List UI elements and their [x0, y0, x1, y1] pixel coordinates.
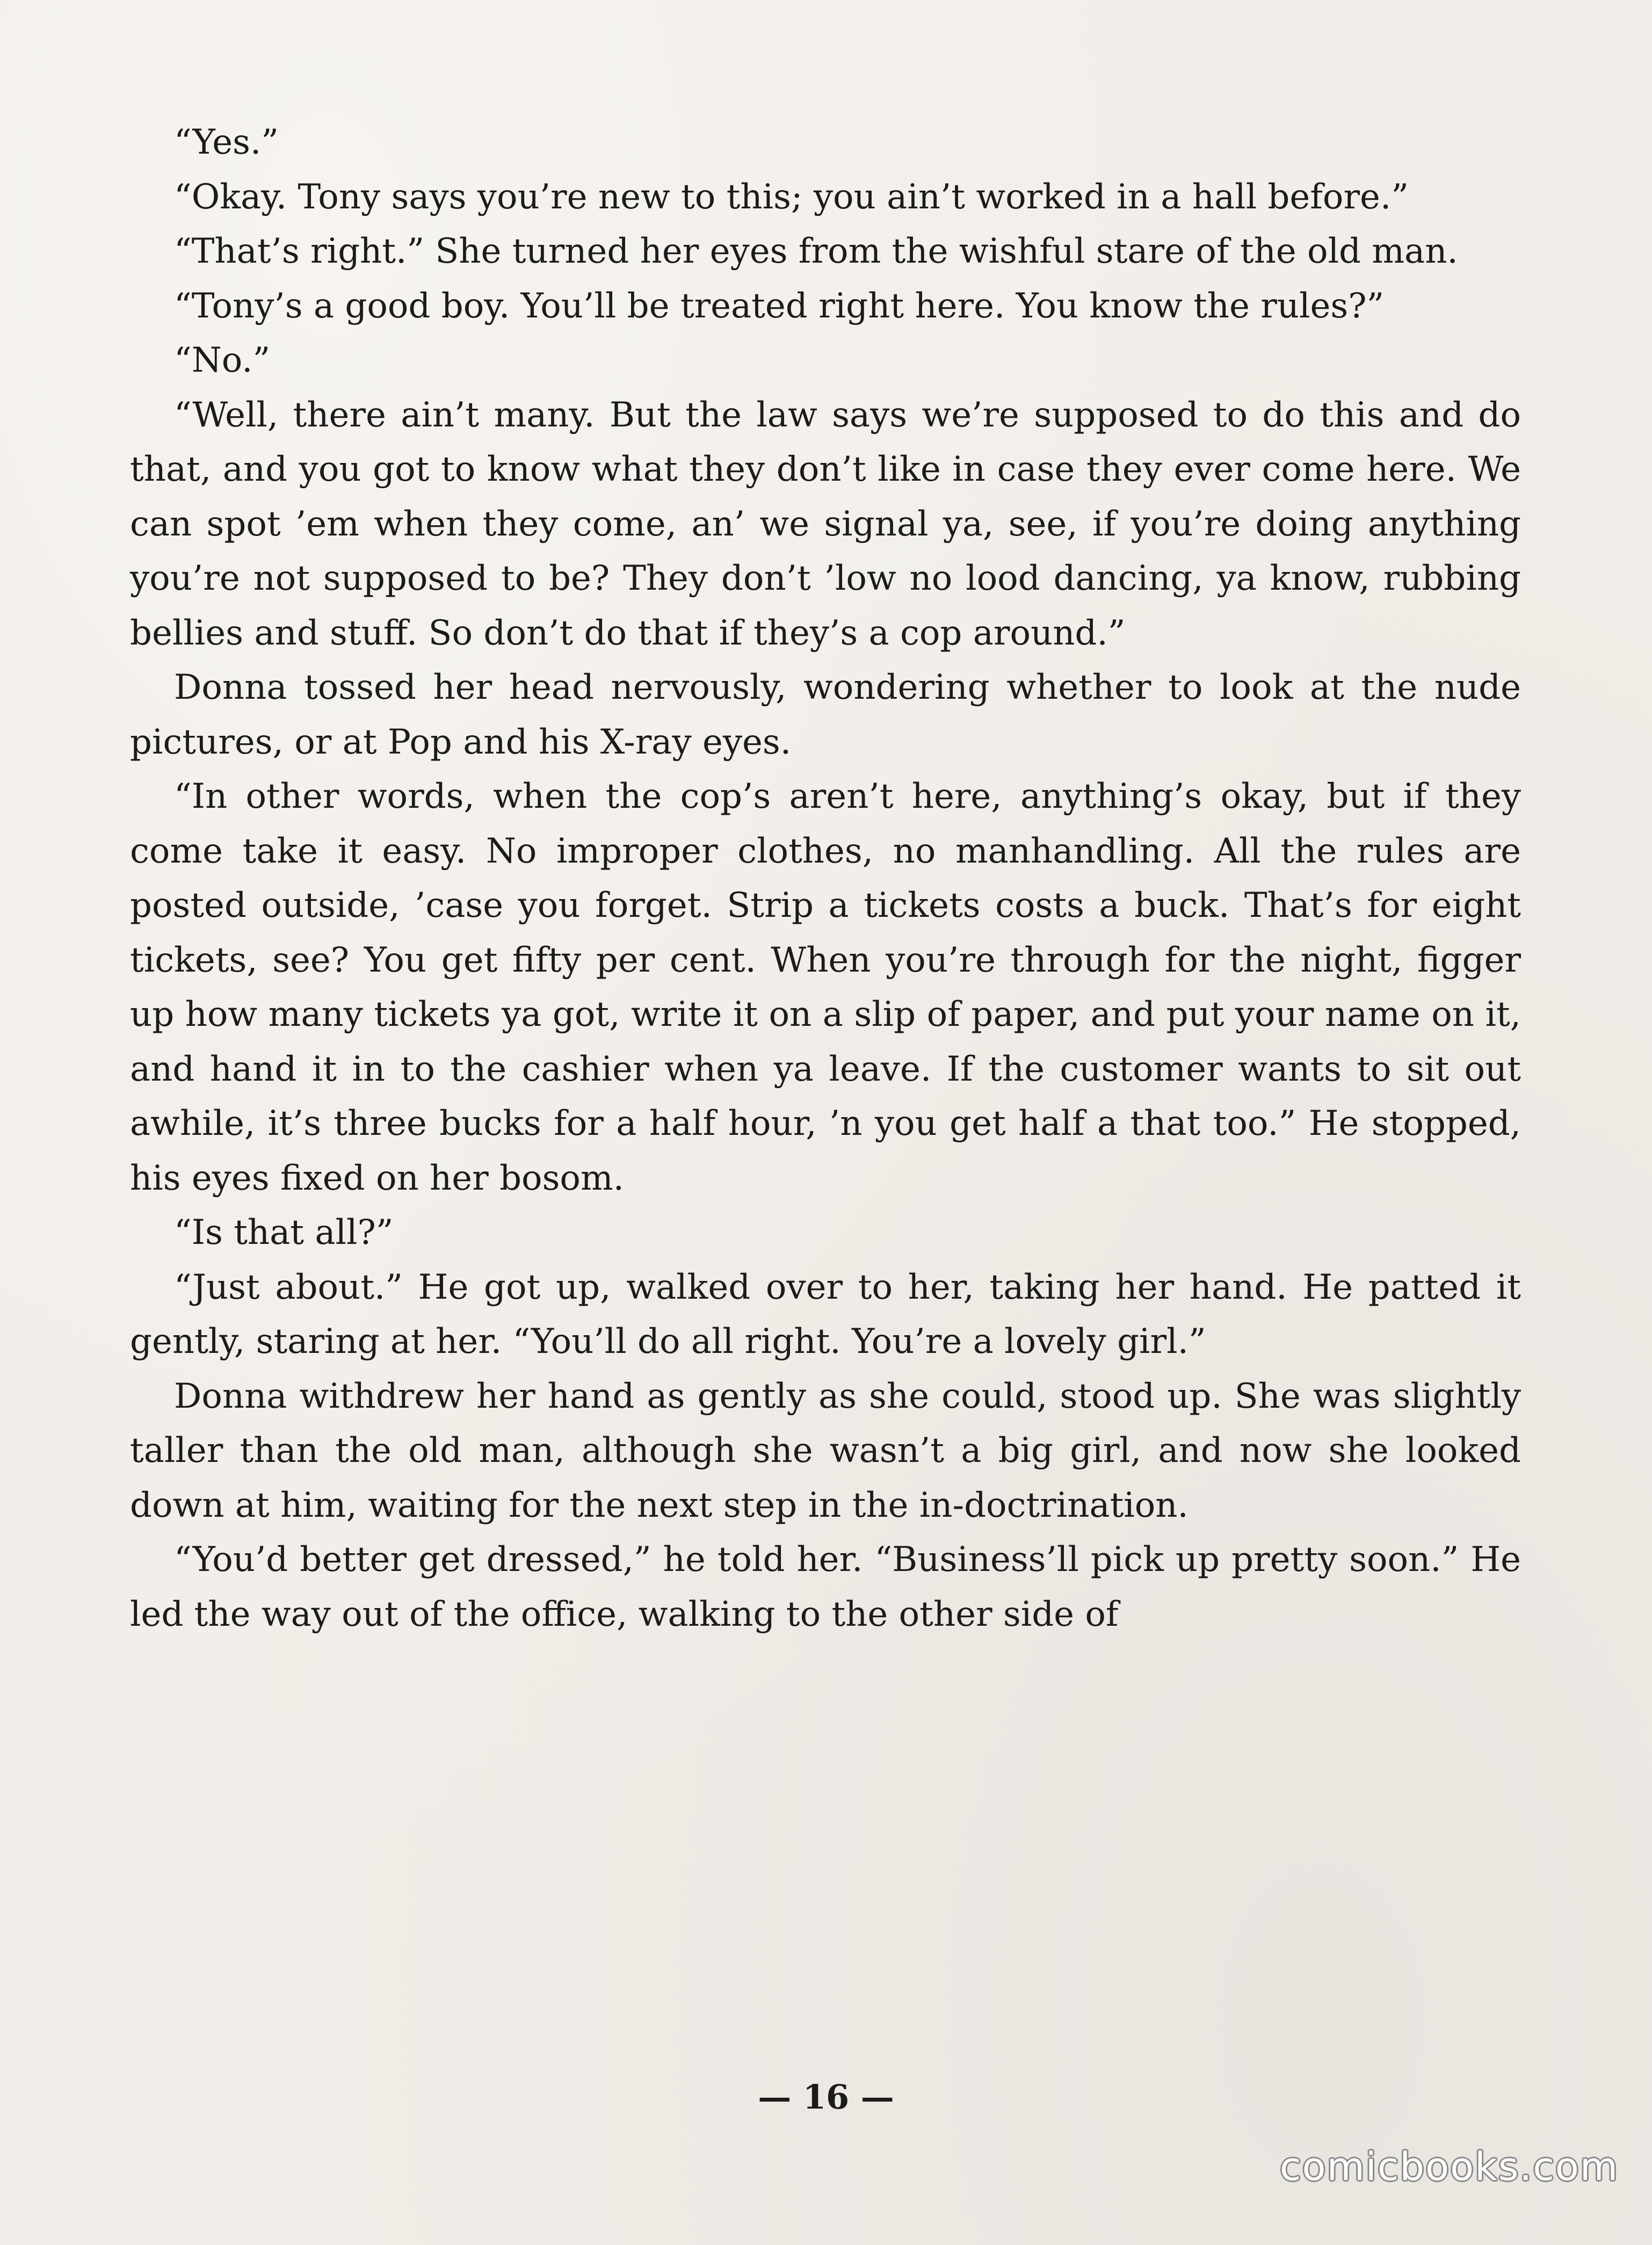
- paragraph: Donna tossed her head nervously, wondering whether to look at the nude pictures, or at Pop and his X-ray eyes.: [130, 668, 1521, 762]
- paragraph: Donna withdrew her hand as gently as she could, stood up. She was slightly taller than the old man, although she wasn’t a big girl, and now she looked down at him, waiting for the next step in the in-doctrination.: [130, 1376, 1521, 1525]
- paragraph: “No.”: [174, 341, 271, 380]
- paragraph: “Yes.”: [174, 122, 279, 162]
- paragraph: “Okay. Tony says you’re new to this; you ain’t worked in a hall before.”: [174, 177, 1409, 217]
- body-text: [130, 115, 1521, 1642]
- paragraph: “In other words, when the cop’s aren’t here, anything’s okay, but if they come take it easy. No improper clothes, no manhandling. All the rules are posted outside, ’case you forget. Strip a tickets costs a buck. That’s for eight tickets, see? You get fifty per cent. When you’re through for the night, figger up how many tickets ya got, write it on a slip of paper, and put your name on it, and hand it in to the cashier when ya leave. If the customer wants to sit out awhile, it’s three bucks for a half hour, ’n you get half a that too.” He stopped, his eyes fixed on her bosom.: [130, 777, 1521, 1198]
- paragraph: “That’s right.” She turned her eyes from the wishful stare of the old man.: [174, 231, 1458, 271]
- watermark: comicbooks.com: [1279, 2144, 1619, 2189]
- paragraph: “Is that all?”: [174, 1213, 394, 1252]
- paragraph: “You’d better get dressed,” he told her. “Business’ll pick up pretty soon.” He led the way out of the office, walking to the other side of: [130, 1540, 1521, 1634]
- paragraph: “Just about.” He got up, walked over to her, taking her hand. He patted it gently, staring at her. “You’ll do all right. You’re a lovely girl.”: [130, 1267, 1521, 1362]
- paragraph: “Well, there ain’t many. But the law says we’re supposed to do this and do that, and you got to know what they don’t like in case they ever come here. We can spot ’em when they come, an’ we signal ya, see, if you’re doing anything you’re not supposed to be? They don’t ’low no lood dancing, ya know, rubbing bellies and stuff. So don’t do that if they’s a cop around.”: [130, 395, 1521, 653]
- page-number: — 16 —: [758, 2077, 894, 2117]
- paragraph: “Tony’s a good boy. You’ll be treated right here. You know the rules?”: [174, 286, 1385, 326]
